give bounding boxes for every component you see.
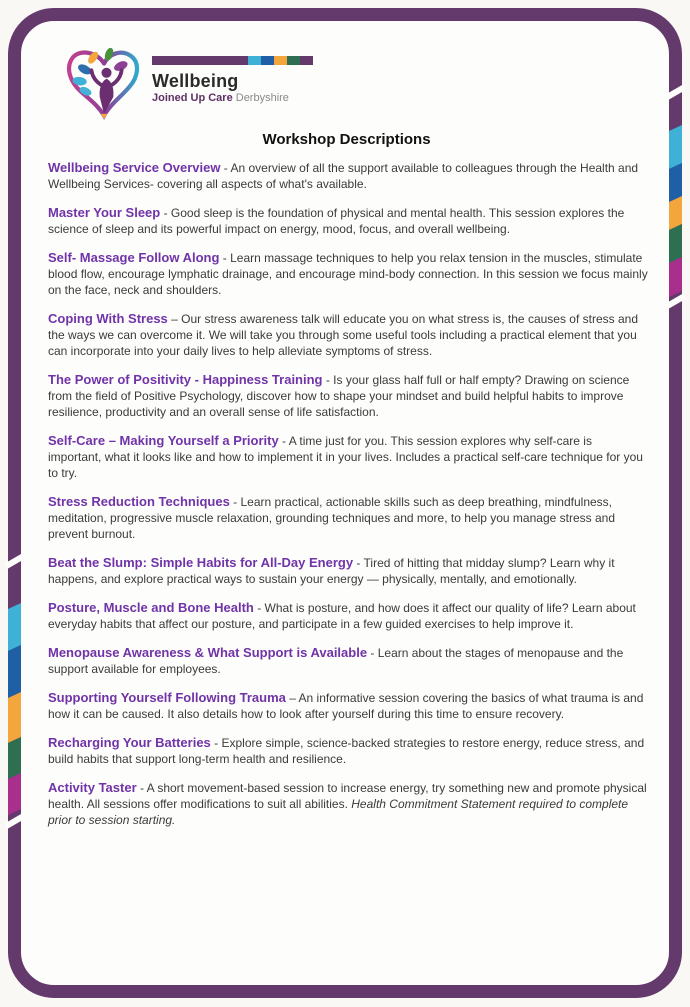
workshop-description: Explore simple, science-backed strategies to restore energy, reduce stress, and build habits that support long-term health and resilience. bbox=[48, 736, 645, 766]
workshop-description: Our stress awareness talk will educate you on what stress is, the causes of stress and the ways we can overcome it. We will take you through some useful tools including a practical element that you can incorporate into your daily lives to help alleviate symptoms of stress. bbox=[48, 312, 638, 358]
workshop-title: Recharging Your Batteries bbox=[48, 735, 211, 750]
brand-name: Wellbeing bbox=[152, 71, 239, 91]
workshop-item bbox=[48, 600, 648, 632]
workshop-item bbox=[48, 433, 648, 481]
workshop-description: Is your glass half full or half empty? Drawing on science from the field of Positive Psychology, discover how to shape your mindset and build helpful habits to improve resilience, productivity and an overall sense of life satisfaction. bbox=[48, 373, 630, 419]
workshop-item bbox=[48, 735, 648, 767]
workshop-separator: - bbox=[210, 736, 222, 750]
workshop-description: A time just for you. This session explores why self-care is important, what it looks like and how to implement it in your lives. Includes a practical self-care technique for you to try. bbox=[48, 434, 643, 480]
brand-color-bar bbox=[152, 56, 313, 65]
workshop-description: Learn massage techniques to help you relax tension in the muscles, stimulate blood flow, encourage lymphatic drainage, and encourage mind-body connection. In this session we focus mainly on the face, neck and shoulders. bbox=[48, 251, 648, 297]
workshop-title: Self- Massage Follow Along bbox=[48, 250, 220, 265]
workshop-title: Beat the Slump: Simple Habits for All-Day Energy bbox=[48, 555, 354, 570]
brand-tagline: Joined Up Care Derbyshire bbox=[152, 92, 289, 104]
workshop-title: Supporting Yourself Following Trauma bbox=[48, 690, 286, 705]
workshop-list bbox=[48, 160, 648, 828]
workshop-description: Tired of hitting that midday slump? Learn why it happens, and explore practical ways to sustain your energy — physically, mentally, and emotionally. bbox=[48, 556, 615, 586]
workshop-description: An informative session covering the basics of what trauma is and how it can be caused. It also details how to look after yourself during this time to ensure recovery. bbox=[48, 691, 644, 721]
workshop-title: The Power of Positivity - Happiness Training bbox=[48, 372, 323, 387]
workshop-item bbox=[48, 645, 648, 677]
workshop-title: Activity Taster bbox=[48, 780, 137, 795]
workshop-separator: - bbox=[220, 161, 231, 175]
workshop-item bbox=[48, 690, 648, 722]
workshop-item bbox=[48, 494, 648, 542]
workshop-separator: - bbox=[160, 206, 171, 220]
workshop-description: Learn practical, actionable skills such as deep breathing, mindfulness, meditation, progressive muscle relaxation, grounding techniques and more, to help you manage stress and prevent burnout. bbox=[48, 495, 615, 541]
workshop-title: Posture, Muscle and Bone Health bbox=[48, 600, 254, 615]
workshop-separator: - bbox=[353, 556, 364, 570]
workshop-separator: – bbox=[167, 312, 182, 326]
workshop-item bbox=[48, 250, 648, 298]
document-card bbox=[8, 8, 682, 998]
workshop-item bbox=[48, 205, 648, 237]
workshop-title: Self-Care – Making Yourself a Priority bbox=[48, 433, 279, 448]
workshop-item bbox=[48, 160, 648, 192]
wellbeing-heart-logo-icon bbox=[62, 43, 146, 121]
workshop-separator: - bbox=[219, 251, 231, 265]
workshop-separator: - bbox=[253, 601, 265, 615]
workshop-separator: - bbox=[136, 781, 147, 795]
workshop-separator: - bbox=[278, 434, 289, 448]
workshop-description: A short movement-based session to increase energy, try something new and promote physical health. All sessions offer modifications to suit all abilities. bbox=[48, 781, 647, 811]
workshop-separator: - bbox=[322, 373, 334, 387]
page-title: Workshop Descriptions bbox=[262, 131, 431, 148]
workshop-item bbox=[48, 372, 648, 420]
brand-text-block bbox=[152, 56, 313, 105]
workshop-separator: - bbox=[367, 646, 378, 660]
workshop-description: Learn about the stages of menopause and the support available for employees. bbox=[48, 646, 624, 676]
workshop-item bbox=[48, 555, 648, 587]
workshop-item bbox=[48, 780, 648, 828]
brand-header bbox=[62, 43, 645, 121]
workshop-title: Master Your Sleep bbox=[48, 205, 161, 220]
workshop-description: An overview of all the support available to colleagues through the Health and Wellbeing Services- covering all aspects of what's available. bbox=[48, 161, 639, 191]
workshop-item bbox=[48, 311, 648, 359]
workshop-title: Wellbeing Service Overview bbox=[48, 160, 221, 175]
workshop-separator: - bbox=[229, 495, 241, 509]
workshop-title: Coping With Stress bbox=[48, 311, 168, 326]
workshop-description-italic: Health Commitment Statement required to complete prior to session starting. bbox=[48, 797, 629, 827]
workshop-description: Good sleep is the foundation of physical and mental health. This session explores the science of sleep and its powerful impact on energy, mood, focus, and overall wellbeing. bbox=[48, 206, 625, 236]
workshop-description: What is posture, and how does it affect our quality of life? Learn about everyday habits that affect our posture, and participate in a few guided exercises to help improve it. bbox=[48, 601, 636, 631]
workshop-title: Stress Reduction Techniques bbox=[48, 494, 230, 509]
workshop-title: Menopause Awareness & What Support is Available bbox=[48, 645, 368, 660]
workshop-separator: – bbox=[285, 691, 299, 705]
